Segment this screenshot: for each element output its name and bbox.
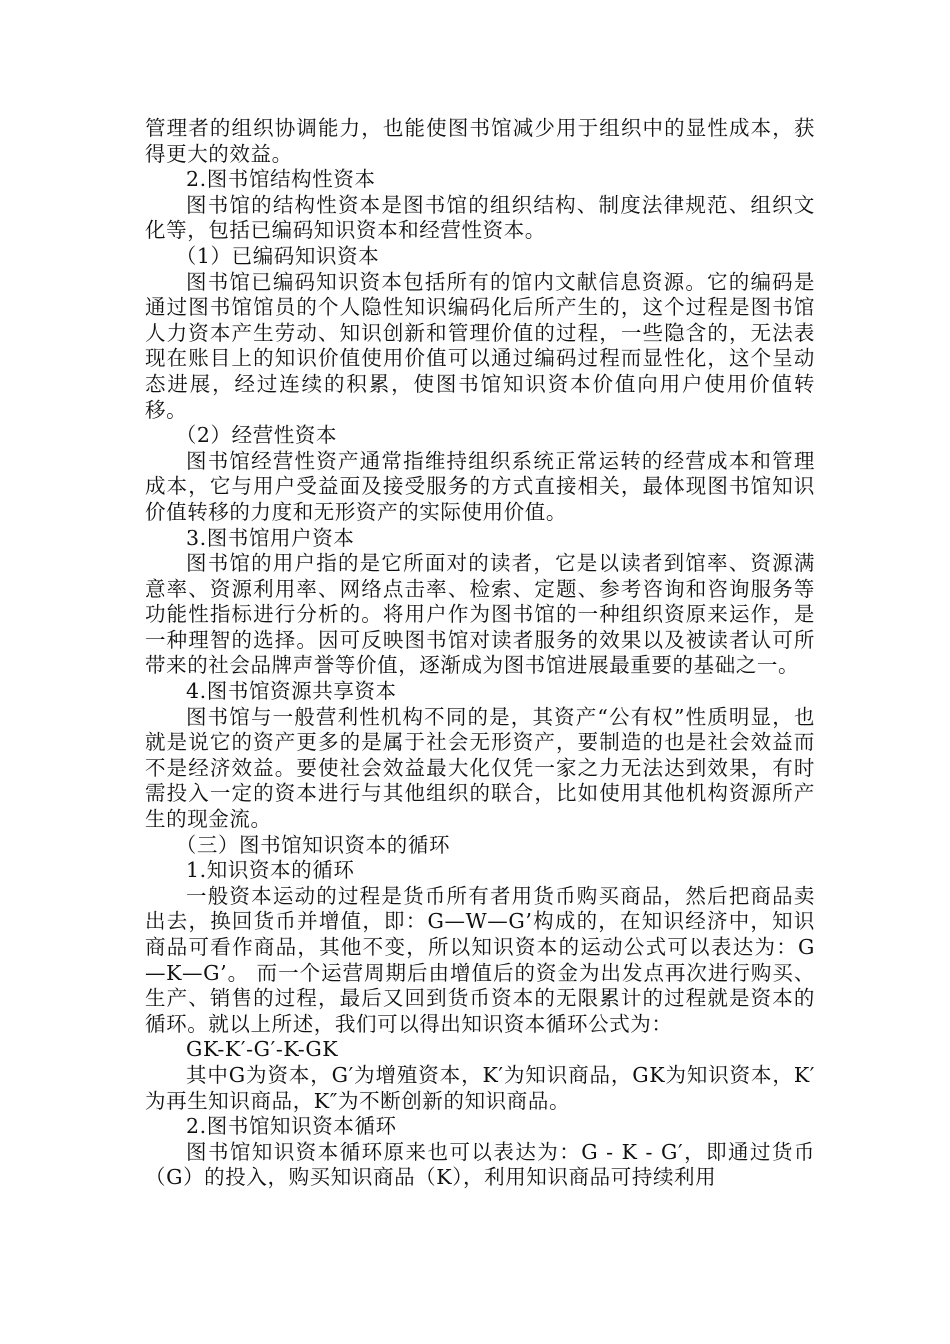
paragraph-library-capital-cycle: 图书馆知识资本循环原来也可以表达为：G - K - G′，即通过货币（G）的投入，购买知识商品（K），利用知识商品可持续利用 <box>145 1139 815 1190</box>
paragraph-user-capital: 图书馆的用户指的是它所面对的读者，它是以读者到馆率、资源满意率、资源利用率、网络点击率、检索、定题、参考咨询和咨询服务等功能性指标进行分析的。将用户作为图书馆的一种组织资原来运作，是一种理智的选择。因可反映图书馆对读者服务的效果以及被读者认可所带来的社会品牌声誉等价值，逐渐成为图书馆进展最重要的基础之一。 <box>145 551 815 678</box>
paragraph-formula-explanation: 其中G为资本，G′为增殖资本，K′为知识商品，GK为知识资本，K′为再生知识商品，K″为不断创新的知识商品。 <box>145 1062 815 1113</box>
paragraph-coded-knowledge-capital: 图书馆已编码知识资本包括所有的馆内文献信息资源。它的编码是通过图书馆馆员的个人隐性知识编码化后所产生的，这个过程是图书馆人力资本产生劳动、知识创新和管理价值的过程，一些隐含的，无法表现在账目上的知识价值使用价值可以通过编码过程而显性化，这个呈动态进展，经过连续的积累，使图书馆知识资本价值向用户使用价值转移。 <box>145 269 815 422</box>
subheading-coded-knowledge-capital: （1）已编码知识资本 <box>175 243 380 268</box>
paragraph-operating-capital: 图书馆经营性资产通常指维持组织系统正常运转的经营成本和管理成本，它与用户受益面及接受服务的方式直接相关，最体现图书馆知识价值转移的力度和无形资产的实际使用价值。 <box>145 448 815 524</box>
section-heading-user-capital: 3.图书馆用户资本 <box>186 525 355 550</box>
subheading-operating-capital: （2）经营性资本 <box>175 423 338 448</box>
paragraph-capital-movement: 一般资本运动的过程是货币所有者用货币购买商品，然后把商品卖出去，换回货币并增值，即：G—W—G’构成的，在知识经济中，知识商品可看作商品，其他不变，所以知识资本的运动公式可以表达为：G—K—G’。 而一个运营周期后由增值后的资金为出发点再次进行购买、生产、销售的过程，最后又回到货币资本的无限累计的过程就是资本的循环。就以上所述，我们可以得出知识资本循环公式为： <box>145 883 815 1036</box>
paragraph-continued: 管理者的组织协调能力，也能使图书馆减少用于组织中的显性成本，获得更大的效益。 <box>145 116 815 166</box>
paragraph-resource-sharing-capital: 图书馆与一般营利性机构不同的是，其资产“公有权”性质明显，也就是说它的资产更多的是属于社会无形资产，要制造的也是社会效益而不是经济效益。要使社会效益最大化仅凭一家之力无法达到效果，有时需投入一定的资本进行与其他组织的联合，比如使用其他机构资源所产生的现金流。 <box>145 704 815 832</box>
section-heading-library-capital-cycle: 2.图书馆知识资本循环 <box>186 1114 397 1139</box>
section-heading-cycle-of-knowledge-capital: 1.知识资本的循环 <box>186 858 355 883</box>
subheading-knowledge-capital-cycle: （三）图书馆知识资本的循环 <box>175 832 451 857</box>
section-heading-resource-sharing-capital: 4.图书馆资源共享资本 <box>186 679 397 704</box>
paragraph-structural-capital: 图书馆的结构性资本是图书馆的组织结构、制度法律规范、组织文化等，包括已编码知识资本和经营性资本。 <box>145 192 815 243</box>
document-page <box>145 116 815 1191</box>
formula-line: GK-K′-G′-K-GK <box>186 1037 339 1062</box>
section-heading-structural-capital: 2.图书馆结构性资本 <box>186 167 376 192</box>
